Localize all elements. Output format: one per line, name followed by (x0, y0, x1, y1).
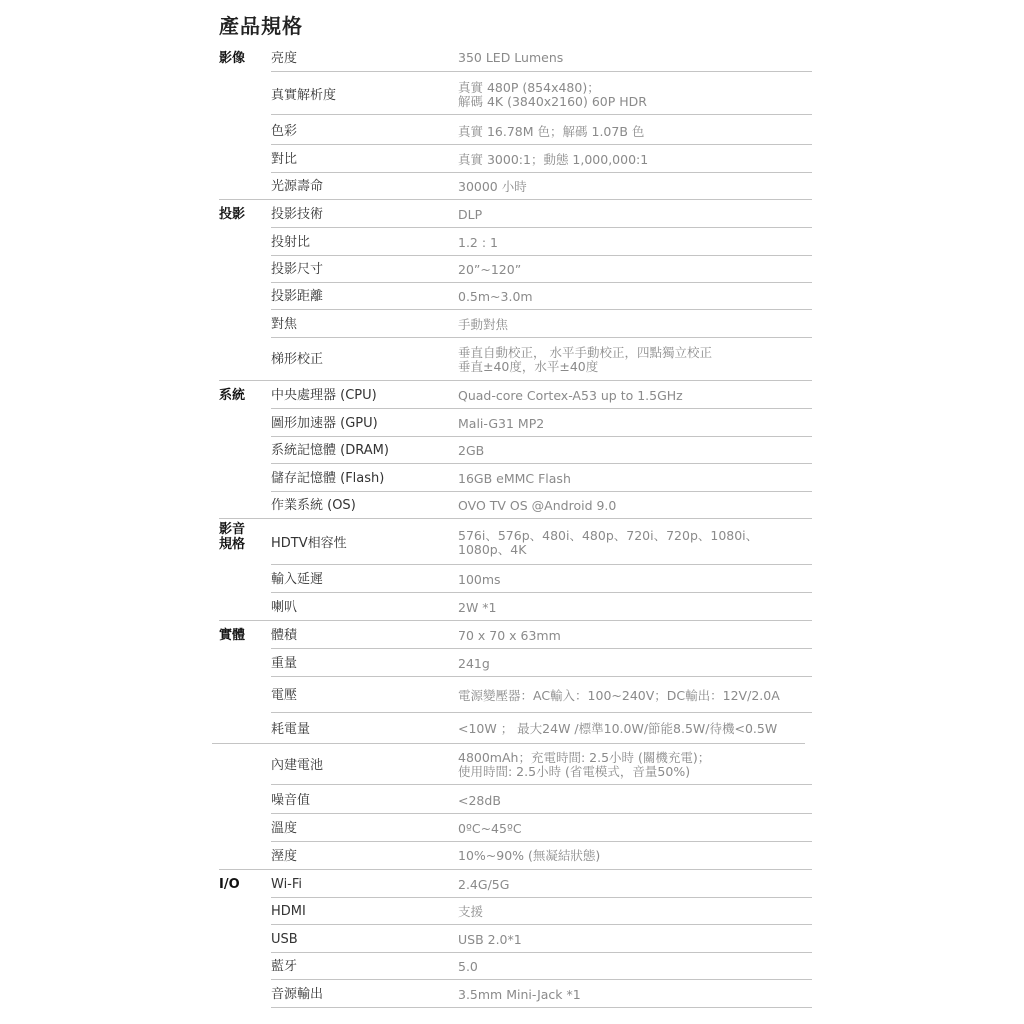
spec-label: 喇叭 (271, 600, 298, 615)
spec-row (0, 201, 1024, 228)
spec-value: 真實 16.78M 色；解碼 1.07B 色 (458, 124, 645, 139)
spec-row (0, 283, 1024, 310)
spec-label: 系統記憶體 (DRAM) (271, 443, 389, 458)
spec-row (0, 622, 1024, 649)
spec-label: 作業系統 (OS) (271, 498, 356, 513)
page-title: 產品規格 (219, 14, 303, 38)
spec-row (0, 898, 1024, 925)
spec-label: 投影尺寸 (271, 262, 324, 277)
spec-label: 真實解析度 (271, 88, 337, 103)
spec-row (0, 146, 1024, 173)
spec-row (0, 44, 1024, 72)
spec-value: 2W *1 (458, 600, 497, 615)
row-divider (271, 227, 812, 228)
spec-value: 350 LED Lumens (458, 50, 564, 65)
row-divider (271, 813, 812, 814)
spec-value: 2.4G/5G (458, 877, 510, 892)
row-divider (271, 309, 812, 310)
spec-label: 中央處理器 (CPU) (271, 388, 377, 403)
spec-label: 耗電量 (271, 722, 311, 737)
spec-value: <28dB (458, 793, 501, 808)
spec-label: 輸入延遲 (271, 572, 324, 587)
row-divider (271, 71, 812, 72)
spec-row (0, 953, 1024, 980)
spec-category: 影音 規格 (219, 522, 246, 552)
spec-row (0, 492, 1024, 519)
spec-row (0, 229, 1024, 256)
row-divider (271, 144, 812, 145)
spec-category: 系統 (219, 388, 246, 403)
spec-value: 70 x 70 x 63mm (458, 628, 561, 643)
spec-value: 使用時間: 2.5小時 (省電模式，音量50%) (458, 764, 691, 779)
spec-row (0, 594, 1024, 621)
spec-label: 儲存記憶體 (Flash) (271, 471, 385, 486)
spec-row (0, 465, 1024, 492)
spec-value: 垂直±40度，水平±40度 (458, 359, 599, 374)
spec-value: 4800mAh；充電時間: 2.5小時 (關機充電)； (458, 750, 711, 765)
spec-value: 真實 480P (854x480)； (458, 80, 600, 95)
spec-category: 實體 (219, 628, 246, 643)
spec-label: 投射比 (271, 235, 311, 250)
row-divider (212, 743, 805, 744)
spec-value: 16GB eMMC Flash (458, 471, 571, 486)
spec-value: 1.2 : 1 (458, 235, 498, 250)
spec-row (0, 926, 1024, 953)
spec-value: DLP (458, 207, 483, 222)
spec-label: 投影距離 (271, 289, 324, 304)
spec-value: 10%~90% (無凝結狀態) (458, 848, 601, 863)
spec-row (0, 714, 1024, 744)
row-divider (271, 712, 812, 713)
spec-value: Quad-core Cortex-A53 up to 1.5GHz (458, 388, 683, 403)
spec-label: 投影技術 (271, 207, 324, 222)
row-divider (271, 564, 812, 565)
spec-row (0, 338, 1024, 381)
spec-row (0, 981, 1024, 1008)
spec-value: 垂直自動校正， 水平手動校正，四點獨立校正 (458, 345, 712, 360)
spec-value: 30000 小時 (458, 179, 527, 194)
spec-row (0, 678, 1024, 713)
spec-value: 支援 (458, 904, 484, 919)
spec-row (0, 842, 1024, 870)
spec-value: 1080p、4K (458, 542, 527, 557)
spec-label: 內建電池 (271, 758, 324, 773)
spec-label: 重量 (271, 656, 298, 671)
row-divider (271, 784, 812, 785)
spec-value: 電源變壓器：AC輸入：100~240V；DC輸出：12V/2.0A (458, 688, 780, 703)
spec-label: 溼度 (271, 849, 298, 864)
spec-label: HDTV相容性 (271, 536, 347, 551)
spec-value: 241g (458, 656, 490, 671)
spec-label: 噪音值 (271, 793, 311, 808)
spec-label: 電壓 (271, 688, 298, 703)
spec-row (0, 815, 1024, 842)
row-divider (271, 648, 812, 649)
spec-row (0, 650, 1024, 677)
spec-row (0, 75, 1024, 115)
row-divider (219, 380, 812, 381)
spec-row (0, 745, 1024, 785)
spec-value: <10W ； 最大24W /標準10.0W/節能8.5W/待機<0.5W (458, 721, 778, 736)
spec-label: USB (271, 932, 298, 947)
spec-label: 圖形加速器 (GPU) (271, 416, 378, 431)
spec-label: 色彩 (271, 124, 298, 139)
spec-row (0, 173, 1024, 200)
spec-label: 體積 (271, 628, 298, 643)
spec-value: 576i、576p、480i、480p、720i、720p、1080i、 (458, 528, 759, 543)
spec-row (0, 787, 1024, 814)
spec-label: 對比 (271, 152, 298, 167)
row-divider (219, 869, 812, 870)
row-divider (219, 620, 812, 621)
spec-label: Wi-Fi (271, 877, 303, 892)
spec-row (0, 871, 1024, 898)
spec-value: Mali-G31 MP2 (458, 416, 545, 431)
spec-category: 影像 (219, 51, 246, 66)
spec-value: 0.5m~3.0m (458, 289, 533, 304)
spec-label: 梯形校正 (271, 352, 324, 367)
spec-row (0, 437, 1024, 464)
spec-value: 2GB (458, 443, 485, 458)
spec-value: 3.5mm Mini-Jack *1 (458, 987, 581, 1002)
spec-value: 解碼 4K (3840x2160) 60P HDR (458, 94, 647, 109)
spec-row (0, 118, 1024, 145)
spec-category: 投影 (219, 207, 246, 222)
spec-label: 亮度 (271, 51, 298, 66)
row-divider (219, 199, 812, 200)
spec-value: 100ms (458, 572, 501, 587)
row-divider (271, 676, 812, 677)
row-divider (271, 463, 812, 464)
spec-label: 光源壽命 (271, 179, 324, 194)
spec-label: 對焦 (271, 317, 298, 332)
spec-label: 藍牙 (271, 959, 298, 974)
spec-label: 溫度 (271, 821, 298, 836)
spec-row (0, 410, 1024, 437)
spec-row (0, 311, 1024, 338)
spec-value: OVO TV OS @Android 9.0 (458, 498, 617, 513)
row-divider (271, 408, 812, 409)
spec-label: 音源輸出 (271, 987, 324, 1002)
spec-label: HDMI (271, 904, 306, 919)
spec-value: 5.0 (458, 959, 478, 974)
spec-value: 真實 3000:1；動態 1,000,000:1 (458, 152, 649, 167)
spec-value: 20”~120” (458, 262, 522, 277)
spec-row (0, 256, 1024, 283)
spec-value: USB 2.0*1 (458, 932, 522, 947)
row-divider (219, 518, 812, 519)
row-divider (271, 592, 812, 593)
row-divider (271, 979, 812, 980)
spec-row (0, 566, 1024, 593)
spec-value: 手動對焦 (458, 317, 509, 332)
spec-category: I/O (219, 877, 240, 892)
row-divider (271, 114, 812, 115)
spec-value: 0ºC~45ºC (458, 821, 522, 836)
row-divider (271, 924, 812, 925)
spec-row (0, 382, 1024, 409)
spec-row (0, 521, 1024, 565)
row-divider (271, 1007, 812, 1008)
